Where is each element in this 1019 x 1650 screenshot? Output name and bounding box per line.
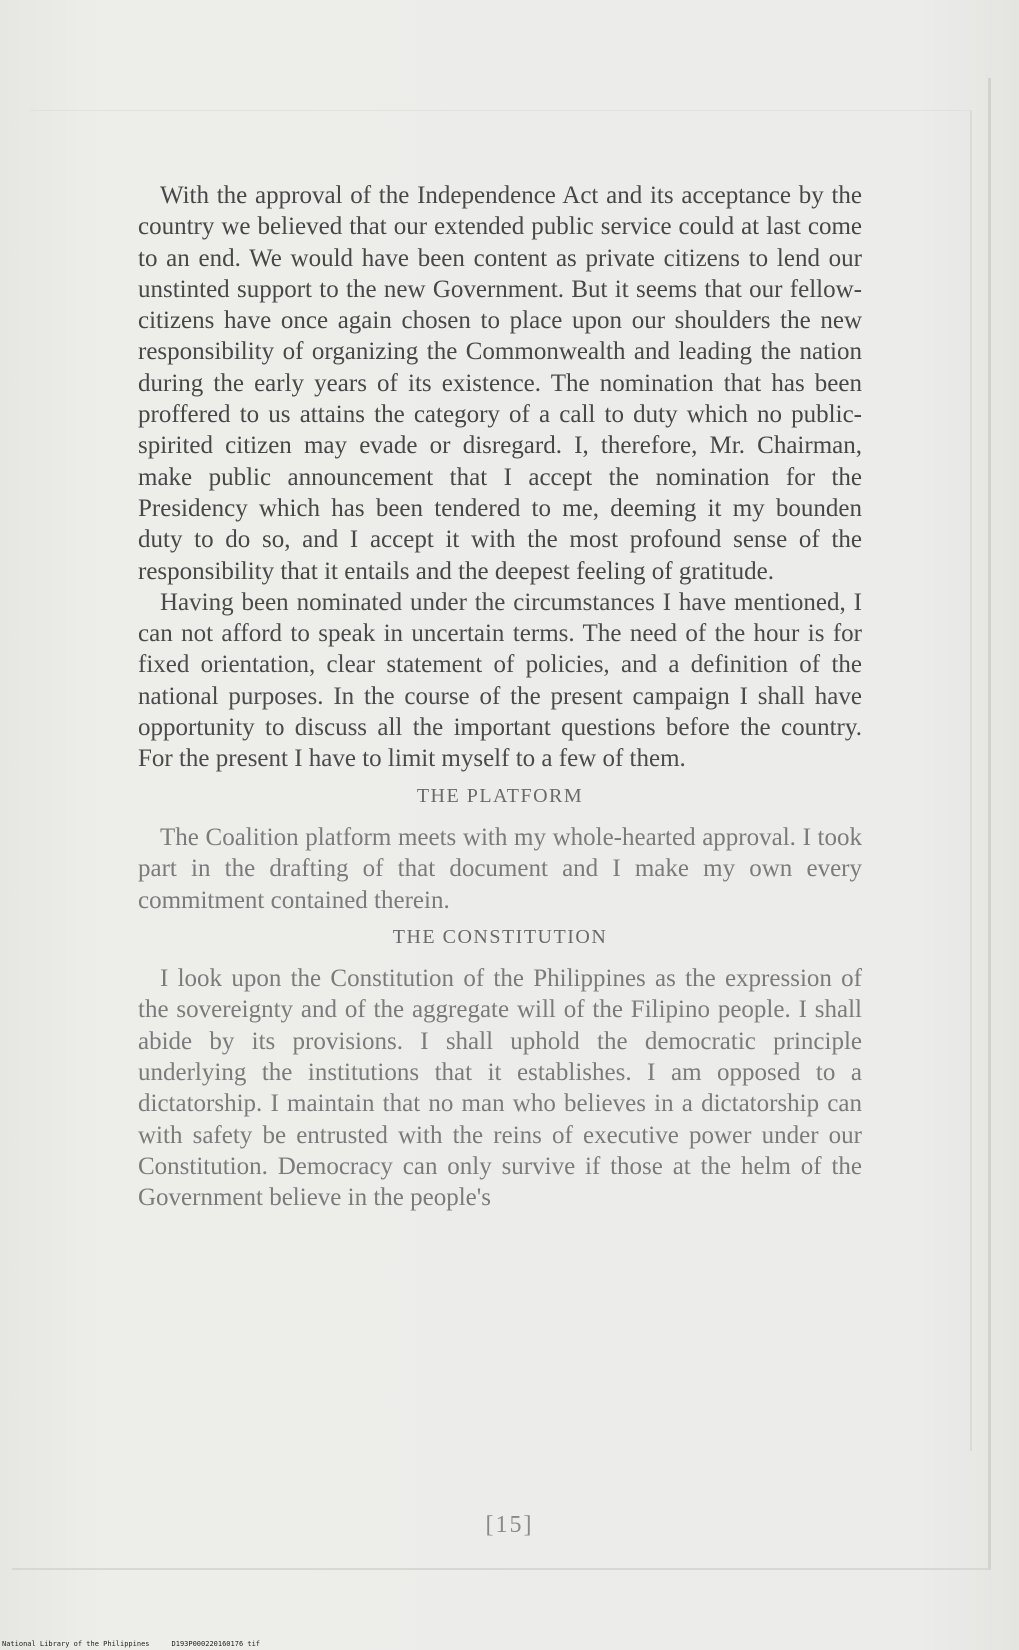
section-heading-constitution: THE CONSTITUTION: [392, 925, 608, 948]
paragraph-constitution: I look upon the Constitution of the Philippines as the expression of the sovereignty and of the aggregate will of the Filipino people. I shall abide by its provisions. I shall uphold the democratic principle underlying the institutions that it establishes. I am opposed to a dictatorship. I maintain that no man who believes in a dictatorship can with safety be entrusted with the reins of executive power under our Constitution. Democracy can only survive if those at the helm of the Government believe in the people's: [138, 965, 862, 1212]
page-number: [15]: [485, 1512, 534, 1538]
footer-file-id: D193P000220160176 tif: [171, 1640, 261, 1648]
paragraph-platform: The Coalition platform meets with my whole-hearted approval. I took part in the drafting of that document and I make my own every commitment contained therein.: [138, 823, 862, 914]
paragraph-nomination: Having been nominated under the circumstances I have mentioned, I can not afford to speak in uncertain terms. The need of the hour is for fixed orientation, clear statement of policies, and a definition of the national purposes. In the course of the present campaign I shall have opportunity to discuss all the important questions before the country. For the present I have to limit myself to a few of them.: [138, 588, 862, 773]
body-text: [138, 180, 862, 1214]
footer-library: National Library of the Philippines: [2, 1640, 150, 1648]
scan-footer: [2, 1640, 282, 1648]
section-heading-platform: THE PLATFORM: [416, 784, 584, 807]
paragraph-acceptance: With the approval of the Independence Act and its acceptance by the country we believed that our extended public service could at last come to an end. We would have been content as private citizens to lend our unstinted support to the new Government. But it seems that our fellow-citizens have once again chosen to place upon our shoulders the new responsibility of organizing the Commonwealth and leading the nation during the early years of its existence. The nomination that has been proffered to us attains the category of a call to duty which no public-spirited citizen may evade or disregard. I, therefore, Mr. Chairman, make public announcement that I accept the nomination for the Presidency which has been tendered to me, deeming it my bounden duty to do so, and I accept it with the most profound sense of the responsibility that it entails and the deepest feeling of gratitude.: [138, 182, 862, 585]
